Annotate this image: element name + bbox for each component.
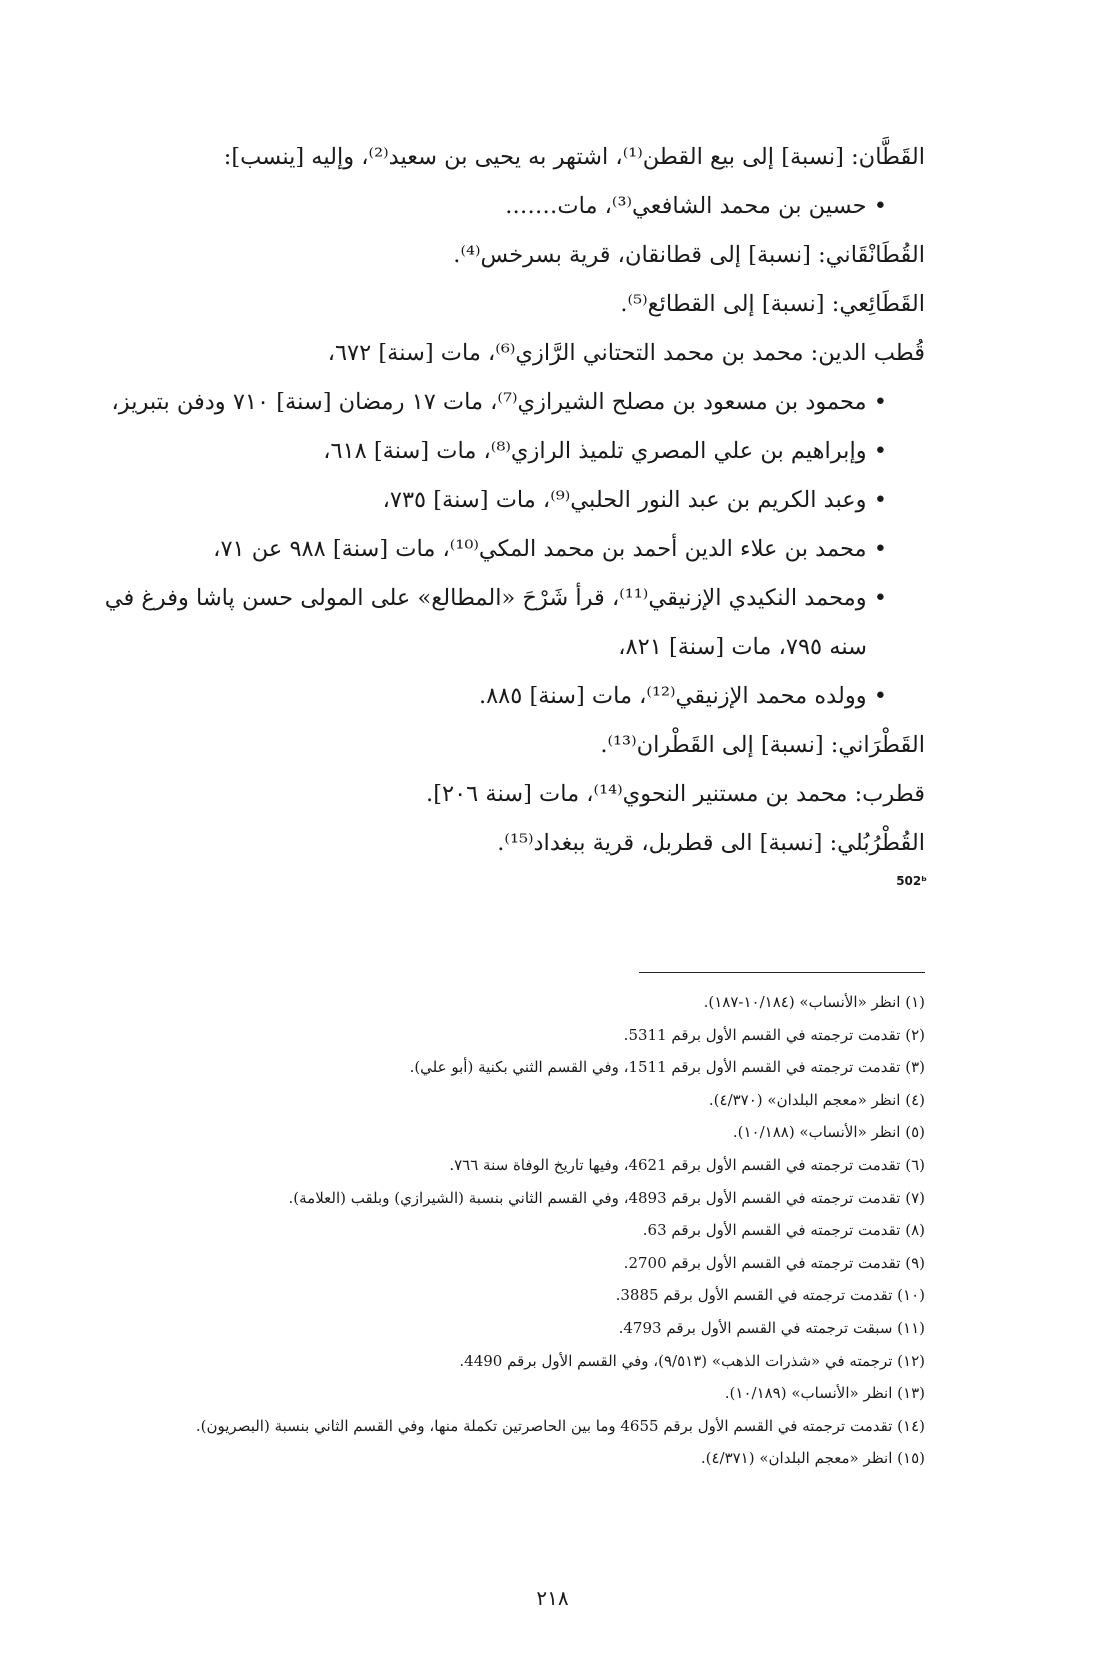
- entry-heading: قُطب الدين: محمد بن محمد التحتاني الرَّازي⁽⁶⁾، مات [سنة] ٦٧٢،: [327, 340, 925, 366]
- footnote: (٩) تقدمت ترجمته في القسم الأول برقم 2700.: [623, 1253, 925, 1272]
- entry-heading: قطرب: محمد بن مستنير النحوي⁽¹⁴⁾، مات [سنة ٢٠٦].: [426, 781, 925, 807]
- footnote: (١٥) انظر «معجم البلدان» (٤/٣٧١).: [700, 1449, 925, 1468]
- footnote: (٦) تقدمت ترجمته في القسم الأول برقم 4621، وفيها تاريخ الوفاة سنة ٧٦٦.: [449, 1155, 925, 1174]
- footnote: (٤) انظر «معجم البلدان» (٤/٣٧٠).: [708, 1090, 925, 1109]
- footnote: (٨) تقدمت ترجمته في القسم الأول برقم 63.: [642, 1221, 925, 1240]
- footnote-separator: [639, 972, 925, 973]
- entry-bullet: • وإبراهيم بن علي المصري تلميذ الرازي⁽⁸⁾، مات [سنة] ٦١٨،: [80, 437, 887, 466]
- entry-bullet: • وعبد الكريم بن عبد النور الحلبي⁽⁹⁾، مات [سنة] ٧٣٥،: [80, 486, 887, 515]
- entry-heading: القَطَائِعي: [نسبة] إلى القطائع⁽⁵⁾.: [620, 291, 925, 317]
- footnote: (١١) سبقت ترجمته في القسم الأول برقم 4793.: [618, 1318, 925, 1337]
- entry-bullet: • وولده محمد الإزنيقي⁽¹²⁾، مات [سنة] ٨٨٥.: [80, 682, 887, 711]
- footnote: (١٣) انظر «الأنساب» (١٠/١٨٩).: [724, 1384, 925, 1403]
- footnote: (١٢) ترجمته في «شذرات الذهب» (٩/٥١٣)، وفي القسم الأول برقم 4490.: [459, 1351, 925, 1370]
- entry-bullet: • محمود بن مسعود بن مصلح الشيرازي⁽⁷⁾، مات ١٧ رمضان [سنة] ٧١٠ ودفن بتبريز،: [80, 388, 887, 417]
- footnote: (١٠) تقدمت ترجمته في القسم الأول برقم 3885.: [615, 1286, 925, 1305]
- entry-heading: القَطَّان: [نسبة] إلى بيع القطن⁽¹⁾، اشتهر به يحيى بن سعيد⁽²⁾، وإليه [ينسب]:: [223, 144, 925, 170]
- footnote: (١٤) تقدمت ترجمته في القسم الأول برقم 4655 وما بين الحاصرتين تكملة منها، وفي القسم الثاني بنسبة (البصريون).: [195, 1416, 925, 1435]
- entry-bullet: • محمد بن علاء الدين أحمد بن محمد المكي⁽¹⁰⁾، مات [سنة] ٩٨٨ عن ٧١،: [80, 535, 887, 564]
- entry-heading: القُطَانْقَاني: [نسبة] إلى قطانقان، قرية بسرخس⁽⁴⁾.: [453, 242, 925, 268]
- entry-heading: القُطْرُبُلي: [نسبة] الى قطربل، قرية ببغداد⁽¹⁵⁾.: [497, 830, 925, 856]
- entry-heading: القَطْرَاني: [نسبة] إلى القَطْران⁽¹³⁾.: [600, 732, 925, 758]
- footnote: (٧) تقدمت ترجمته في القسم الأول برقم 4893، وفي القسم الثاني بنسبة (الشيرازي) وبلقب (العلامة).: [288, 1188, 925, 1207]
- footnotes: [80, 992, 925, 1481]
- entry-continuation: سنه ٧٩٥، مات [سنة] ٨٢١،: [618, 634, 867, 660]
- footnote: (٣) تقدمت ترجمته في القسم الأول برقم 1511، وفي القسم الثني بكنية (أبو علي).: [409, 1058, 925, 1077]
- entry-bullet: • ومحمد النكيدي الإزنيقي⁽¹¹⁾، قرأ شَرْحَ «المطالع» على المولى حسن پاشا وفرغ في: [80, 584, 887, 613]
- entry-bullet: • حسين بن محمد الشافعي⁽³⁾، مات…….: [80, 192, 887, 221]
- footnote: (٢) تقدمت ترجمته في القسم الأول برقم 5311.: [623, 1025, 925, 1044]
- page-number: ٢١٨: [536, 1586, 569, 1610]
- folio-marker: 502ᵇ: [896, 874, 927, 888]
- footnote: (١) انظر «الأنساب» (١٠/١٨٤-١٨٧).: [703, 993, 925, 1011]
- main-text: [80, 143, 925, 878]
- footnote: (٥) انظر «الأنساب» (١٠/١٨٨).: [732, 1123, 925, 1142]
